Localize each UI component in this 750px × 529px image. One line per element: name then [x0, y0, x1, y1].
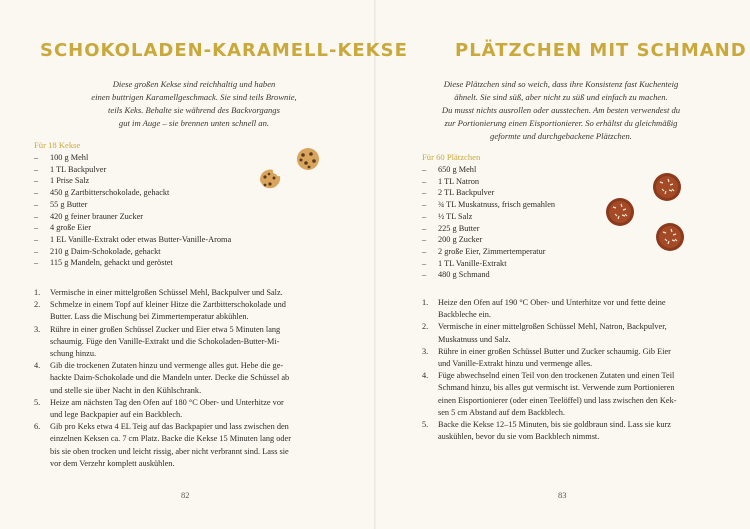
step-line: Rühre in einer großen Schüssel Zucker und Eier etwa 5 Minuten lang [50, 324, 281, 334]
instruction-step [422, 321, 718, 345]
step-line: Muskatnuss und Salz. [438, 334, 511, 344]
ingredient-text: 210 g Daim-Schokolade, gehackt [50, 246, 161, 256]
list-dash: – [34, 246, 39, 256]
list-dash: – [34, 211, 39, 221]
instruction-step [422, 419, 718, 443]
ingredient-item [34, 234, 314, 246]
instruction-step [34, 421, 334, 470]
ingredient-item [34, 222, 314, 234]
instruction-step [34, 397, 334, 421]
step-text [438, 419, 718, 443]
step-text [50, 397, 334, 421]
list-dash: – [34, 223, 39, 233]
ingredient-text: 420 g feiner brauner Zucker [50, 211, 144, 221]
intro-line: Diese Plätzchen sind so weich, dass ihre Konsistenz fast Kuchenteig [443, 79, 679, 89]
intro-line: einen buttrigen Karamellgeschmack. Sie sind teils Brownie, [91, 92, 297, 102]
sprinkle-cookie-icon [653, 173, 681, 201]
ingredient-item [34, 246, 314, 258]
instruction-step [34, 287, 334, 299]
recipe-intro [406, 78, 716, 143]
step-number: 4. [422, 371, 429, 381]
ingredient-text: 225 g Butter [438, 223, 480, 233]
step-line: sen 5 cm Abstand auf dem Backblech. [438, 407, 565, 417]
instruction-step [422, 297, 718, 321]
step-line: schung hinzu. [50, 349, 97, 359]
intro-line: gut im Auge – sie brennen unten schnell an. [118, 118, 270, 128]
ingredient-text: 200 g Zucker [438, 235, 483, 245]
step-line: Gib die trockenen Zutaten hinzu und vermenge alles gut. Hebe die ge- [50, 361, 284, 371]
step-line: einen Eisportionierer (oder einen Teelöffel) und lass zwischen den Kek- [438, 395, 677, 405]
instruction-step [34, 299, 334, 323]
step-line: hackte Daim-Schokolade und die Mandeln unter. Decke die Schüssel ab [50, 373, 290, 383]
step-number: 3. [34, 324, 41, 334]
ingredient-item [422, 258, 642, 270]
step-text [50, 421, 334, 470]
ingredient-text: 115 g Mandeln, gehackt und geröstet [50, 258, 173, 268]
ingredient-text: 55 g Butter [50, 199, 88, 209]
list-dash: – [34, 164, 39, 174]
step-line: Butter. Lass die Mischung bei Zimmertemperatur abkühlen. [50, 312, 249, 322]
step-line: bis sie oben trocken und leicht rissig, aber nicht verbrannt sind. Lass sie [50, 446, 289, 456]
sprinkle-cookie-icon [606, 198, 634, 226]
list-dash: – [34, 258, 39, 268]
list-dash: – [422, 200, 427, 210]
list-dash: – [422, 246, 427, 256]
list-dash: – [422, 188, 427, 198]
cookie-illustration [256, 146, 326, 194]
step-line: Schmand hinzu, bis alles gut vermischt ist. Verwende zum Portionieren [438, 383, 675, 393]
step-text [50, 360, 334, 397]
list-dash: – [422, 235, 427, 245]
list-dash: – [422, 258, 427, 268]
list-dash: – [422, 165, 427, 174]
step-line: Füge abwechselnd einen Teil von den trockenen Zutaten und einen Teil [438, 371, 675, 381]
step-number: 3. [422, 346, 429, 356]
step-line: Heize den Ofen auf 190 °C Ober- und Unterhitze vor und fette deine [438, 298, 666, 307]
ingredient-text: 480 g Schmand [438, 270, 490, 280]
ingredient-item [34, 199, 314, 211]
ingredient-text: 1 Prise Salz [50, 176, 90, 186]
ingredient-text: 2 TL Backpulver [438, 188, 495, 198]
page-number: 83 [558, 490, 567, 500]
intro-line: Diese großen Kekse sind reichhaltig und haben [112, 79, 276, 89]
step-line: Heize am nächsten Tag den Ofen auf 180 °C Ober- und Unterhitze vor [50, 397, 284, 407]
step-text [438, 370, 718, 419]
instruction-step [422, 370, 718, 419]
instruction-step [34, 324, 334, 361]
right-page [376, 0, 750, 529]
recipe-title: SCHOKOLADEN-KARAMELL-KEKSE [40, 40, 408, 61]
list-dash: – [422, 211, 427, 221]
ingredient-text: 450 g Zartbitterschokolade, gehackt [50, 188, 170, 198]
intro-line: teils Keks. Behalte sie während des Backvorgangs [108, 105, 280, 115]
ingredient-text: ½ TL Salz [438, 211, 473, 221]
step-text [50, 324, 334, 361]
step-number: 4. [34, 361, 41, 371]
step-text [50, 299, 334, 323]
step-line: Vermische in einer mittelgroßen Schüssel Mehl, Backpulver und Salz. [50, 288, 283, 297]
step-number: 5. [34, 397, 41, 407]
ingredient-text: 1 TL Backpulver [50, 164, 107, 174]
ingredient-text: 2 große Eier, Zimmertemperatur [438, 246, 546, 256]
cookie-illustration [602, 170, 692, 256]
recipe-intro [60, 78, 328, 130]
step-line: auskühlen, bevor du sie vom Backblech nimmst. [438, 432, 600, 442]
sprinkle-cookie-icon [656, 223, 684, 251]
instruction-step [34, 360, 334, 397]
ingredient-item [34, 257, 314, 269]
ingredient-text: 100 g Mehl [50, 153, 89, 162]
ingredient-text: 1 TL Vanille-Extrakt [438, 258, 507, 268]
ingredient-text: 650 g Mehl [438, 165, 477, 174]
list-dash: – [422, 223, 427, 233]
ingredient-text: 1 EL Vanille-Extrakt oder etwas Butter-Vanille-Aroma [50, 234, 232, 244]
step-line: und Vanille-Extrakt hinzu und vermenge alles. [438, 359, 593, 369]
step-line: Backe die Kekse 12–15 Minuten, bis sie goldbraun sind. Lass sie kurz [438, 420, 671, 430]
step-line: vor dem Verzehr komplett auskühlen. [50, 458, 175, 468]
step-line: Gib pro Keks etwa 4 EL Teig auf das Backpapier und lass zwischen den [50, 422, 289, 432]
step-line: einzelnen Keksen ca. 7 cm Platz. Backe die Kekse 15 Minuten lang oder [50, 434, 291, 444]
step-number: 2. [34, 300, 41, 310]
list-dash: – [34, 199, 39, 209]
step-line: Schmelze in einem Topf auf kleiner Hitze die Zartbitterschokolade und [50, 300, 286, 310]
step-number: 5. [422, 420, 429, 430]
step-text [50, 287, 334, 299]
ingredient-item [422, 269, 642, 281]
list-dash: – [34, 176, 39, 186]
yield-label: Für 18 Kekse [34, 140, 81, 150]
step-number: 2. [422, 322, 429, 332]
step-line: und lege Backpapier auf ein Backblech. [50, 410, 183, 420]
step-line: und stelle sie über Nacht in den Kühlschrank. [50, 385, 202, 395]
intro-line: ähnelt. Sie sind süß, aber nicht zu süß und einfach zu machen. [454, 92, 668, 102]
instruction-step [422, 346, 718, 370]
intro-line: geformte und durchgebackene Plätzchen. [490, 131, 632, 141]
page-number: 82 [181, 490, 190, 500]
step-line: Rühre in einer großen Schüssel Butter und Zucker schaumig. Gib Eier [438, 346, 671, 356]
step-text [438, 297, 718, 321]
step-number: 1. [34, 288, 41, 297]
step-text [438, 321, 718, 345]
step-number: 6. [34, 422, 41, 432]
instruction-list [34, 287, 334, 470]
instruction-list [422, 297, 718, 443]
step-line: Backbleche ein. [438, 310, 491, 320]
ingredient-item [34, 211, 314, 223]
list-dash: – [34, 188, 39, 198]
list-dash: – [422, 270, 427, 280]
step-line: Vermische in einer mittelgroßen Schüssel Mehl, Natron, Backpulver, [438, 322, 667, 332]
list-dash: – [34, 234, 39, 244]
chocolate-chip-cookie-icon [297, 148, 319, 170]
ingredient-text: 4 große Eier [50, 223, 92, 233]
recipe-title: PLÄTZCHEN MIT SCHMAND [455, 40, 747, 61]
intro-line: zur Portionierung einen Eisportionierer. So erhältst du gleichmäßig [444, 118, 678, 128]
yield-label: Für 60 Plätzchen [422, 152, 481, 162]
step-number: 1. [422, 298, 429, 307]
ingredient-text: 1 TL Natron [438, 176, 480, 186]
list-dash: – [34, 153, 39, 162]
intro-line: Du musst nichts ausrollen oder ausstechen. Am besten verwendest du [441, 105, 681, 115]
list-dash: – [422, 176, 427, 186]
ingredient-text: ¾ TL Muskatnuss, frisch gemahlen [438, 200, 556, 210]
step-line: schaumig. Füge den Vanille-Extrakt und die Schokoladen-Butter-Mi- [50, 336, 280, 346]
step-text [438, 346, 718, 370]
bitten-cookie-icon [260, 170, 280, 189]
